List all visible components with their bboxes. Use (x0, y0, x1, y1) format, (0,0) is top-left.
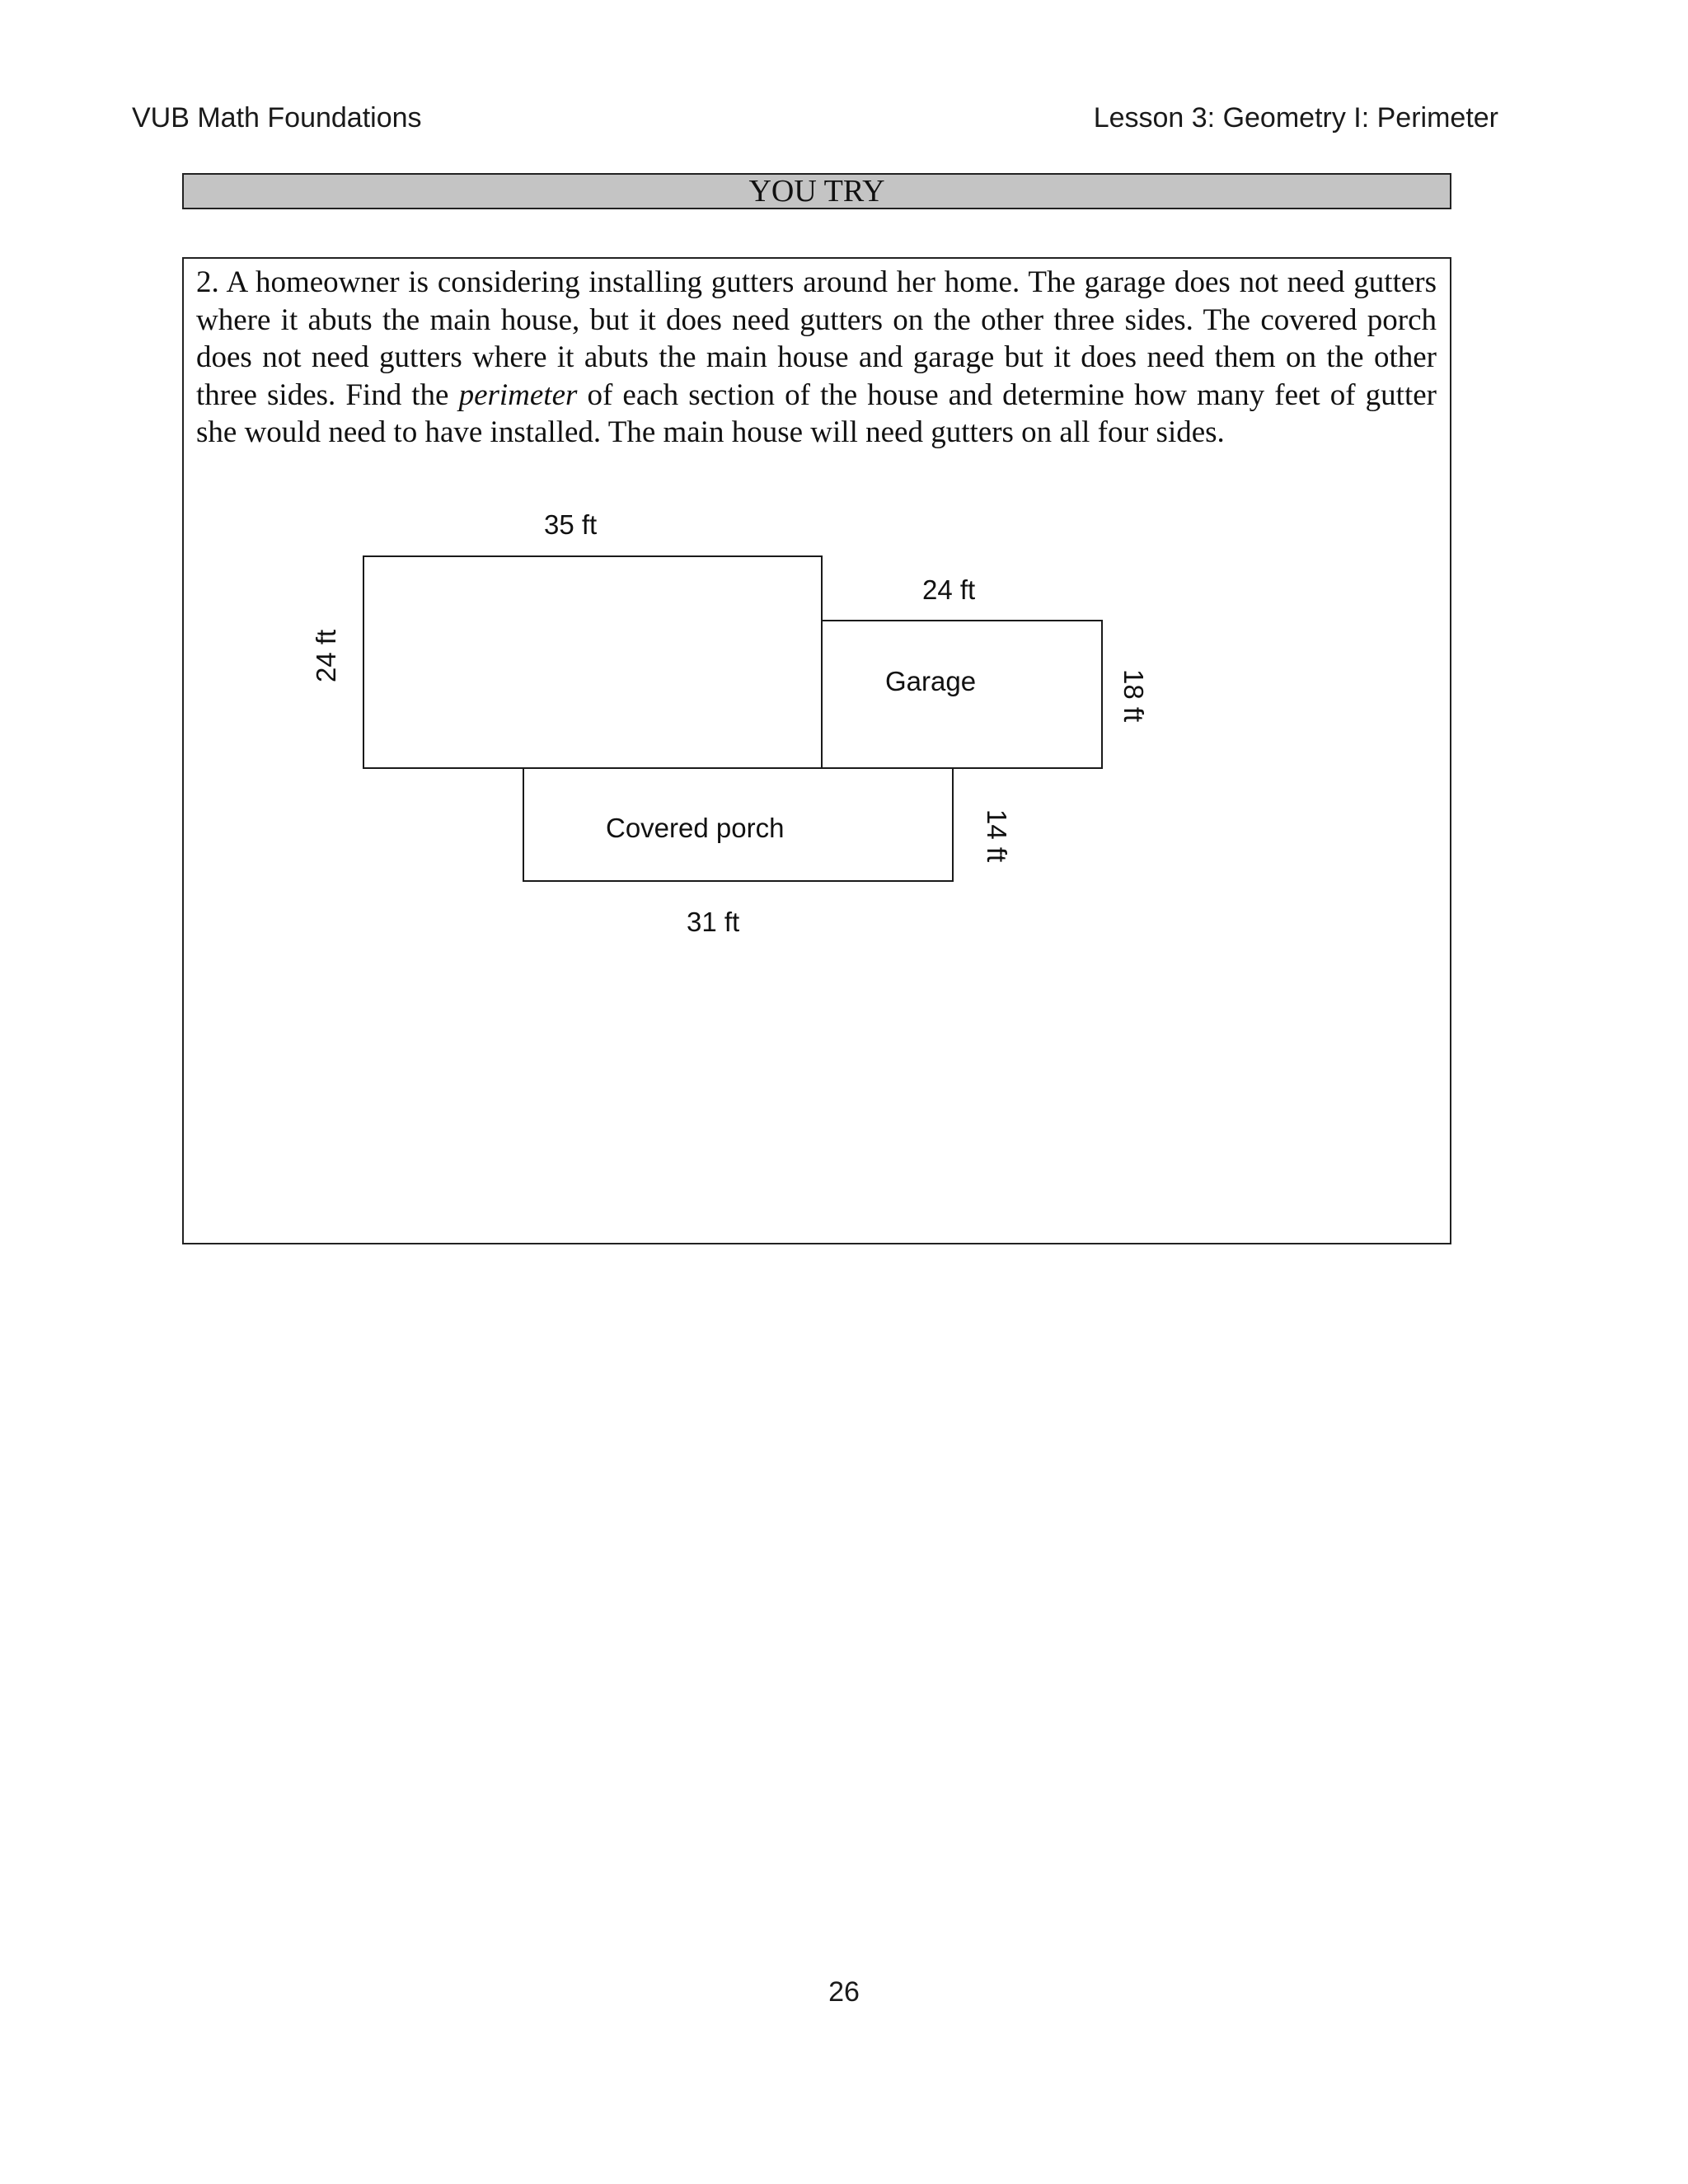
porch-name-label: Covered porch (606, 813, 785, 843)
main-house-width-label: 35 ft (544, 509, 598, 540)
header-course-title: VUB Math Foundations (132, 102, 422, 134)
page-number: 26 (828, 1976, 860, 2008)
porch-height-label: 14 ft (982, 809, 1012, 863)
problem-emphasis: perimeter (458, 377, 578, 412)
problem-text-before: 2. A homeowner is considering installing gutters around her home. The garage does not need gutters where it abuts the main house, but it does need gutters on the other three sides. The covered porch does not need gutters where it abuts the main house and garage but it does need them on the other three sides. Find the (196, 265, 1437, 412)
garage-height-label: 18 ft (1118, 669, 1149, 723)
main-house-height-label: 24 ft (311, 629, 341, 682)
garage-width-label: 24 ft (922, 574, 976, 605)
header-lesson-title: Lesson 3: Geometry I: Perimeter (1093, 102, 1498, 134)
problem-box (182, 257, 1451, 1244)
garage-name-label: Garage (885, 666, 977, 696)
problem-text-after: of each section of the house and determine how many feet of gutter she would need to have installed. The main house will need gutters on all four sides. (196, 377, 1437, 449)
porch-width-label: 31 ft (687, 907, 740, 937)
you-try-banner: YOU TRY (182, 173, 1451, 209)
problem-statement (196, 264, 1437, 452)
